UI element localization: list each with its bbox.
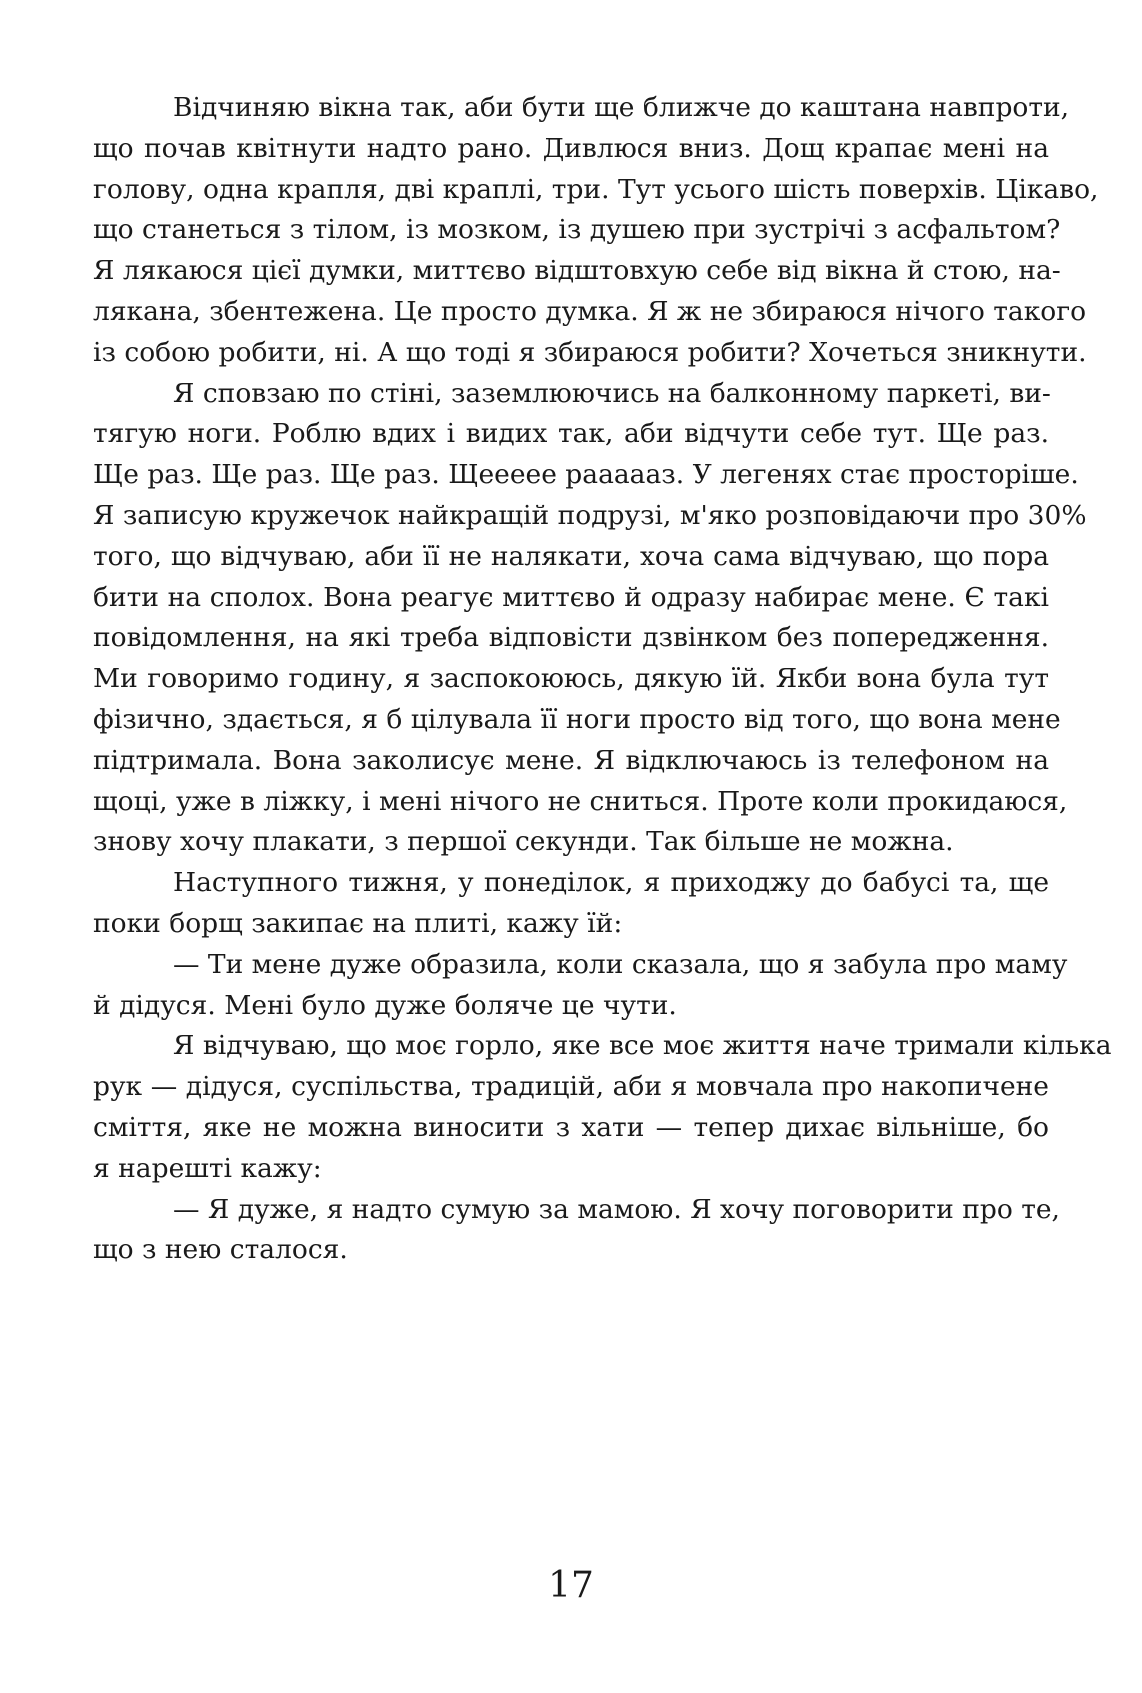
text-line: що почав квітнути надто рано. Дивлюся вниз. Дощ крапає мені на: [93, 132, 1049, 164]
text-line: Я сповзаю по стіні, заземлюючись на балконному паркеті, ви-: [173, 377, 1051, 409]
text-line: що станеться з тілом, із мозком, із душею при зустрічі з асфальтом?: [93, 214, 1061, 246]
text-line: Я записую кружечок найкращій подрузі, м'яко розповідаючи про 30%: [93, 499, 1087, 531]
text-line: Наступного тижня, у понеділок, я приходжу до бабусі та, ще: [173, 867, 1049, 899]
text-line: Ми говоримо годину, я заспокоююсь, дякую їй. Якби вона була тут: [93, 663, 1049, 695]
text-line: лякана, збентежена. Це просто думка. Я ж не збираюся нічого такого: [93, 295, 1087, 327]
text-line: рук — дідуся, суспільства, традицій, аби я мовчала про накопичене: [93, 1071, 1049, 1103]
text-line: того, що відчуваю, аби її не налякати, хоча сама відчуваю, що пора: [93, 540, 1049, 572]
text-line: тягую ноги. Роблю вдих і видих так, аби відчути себе тут. Ще раз.: [93, 418, 1049, 450]
text-line: Я відчуваю, що моє горло, яке все моє життя наче тримали кілька: [173, 1030, 1112, 1062]
text-line: — Ти мене дуже образила, коли сказала, що я забула про маму: [173, 948, 1068, 980]
text-line: сміття, яке не можна виносити з хати — тепер дихає вільніше, бо: [93, 1111, 1049, 1143]
body-text: [93, 88, 1112, 1271]
dialogue-paragraph: [93, 945, 1068, 1027]
text-line: знову хочу плакати, з першої секунди. Так більше не можна.: [93, 826, 954, 858]
text-line: бити на сполох. Вона реагує миттєво й одразу набирає мене. Є такі: [93, 581, 1049, 613]
text-line: фізично, здається, я б цілувала її ноги просто від того, що вона мене: [93, 703, 1061, 735]
text-line: Ще раз. Ще раз. Ще раз. Щееееe раааааз. У легенях стає просторіше.: [93, 459, 1079, 491]
text-line: Я лякаюся цієї думки, миттєво відштовхую себе від вікна й стою, на-: [93, 255, 1061, 287]
page-number: 17: [548, 1565, 594, 1606]
text-line: Відчиняю вікна так, аби бути ще ближче до каштана навпроти,: [173, 92, 1070, 123]
paragraph: [93, 88, 1099, 374]
text-line: щоці, уже в ліжку, і мені нічого не сниться. Проте коли прокидаюся,: [93, 785, 1068, 817]
text-line: що з нею сталося.: [93, 1234, 348, 1266]
paragraph: [93, 1026, 1112, 1189]
dialogue-paragraph: [93, 1190, 1060, 1272]
text-line: голову, одна крапля, дві краплі, три. Тут усього шість поверхів. Цікаво,: [93, 173, 1099, 205]
text-line: поки борщ закипає на плиті, кажу їй:: [93, 907, 623, 939]
text-line: підтримала. Вона заколисує мене. Я відключаюсь із телефоном на: [93, 744, 1049, 776]
text-line: я нарешті кажу:: [93, 1152, 322, 1184]
paragraph: [93, 863, 1049, 945]
text-line: повідомлення, на які треба відповісти дзвінком без попередження.: [93, 622, 1049, 654]
paragraph: [93, 374, 1087, 864]
text-line: — Я дуже, я надто сумую за мамою. Я хочу поговорити про те,: [173, 1193, 1060, 1225]
text-line: із собою робити, ні. А що тоді я збираюся робити? Хочеться зникнути.: [93, 336, 1087, 368]
text-line: й дідуся. Мені було дуже боляче це чути.: [93, 989, 677, 1021]
